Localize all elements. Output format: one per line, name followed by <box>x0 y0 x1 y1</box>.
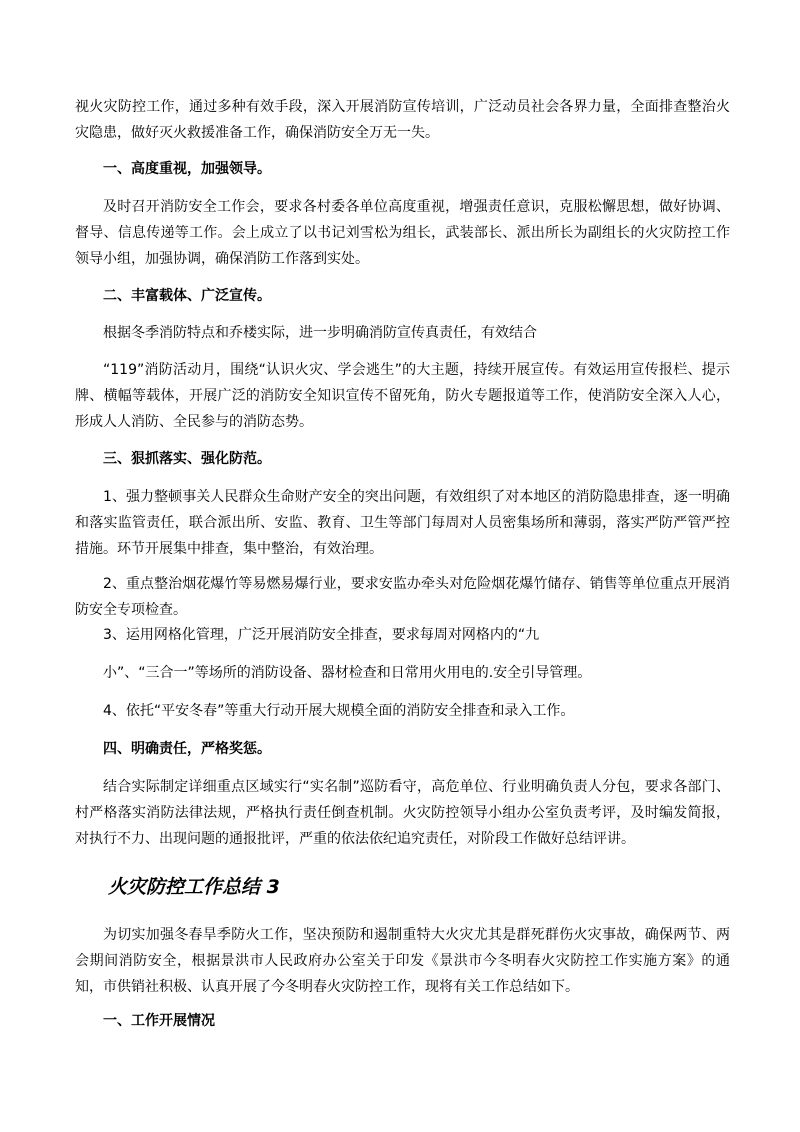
heading-5: 一、工作开展情况 <box>103 1013 215 1029</box>
heading-2: 二、丰富载体、广泛宣传。 <box>103 288 271 304</box>
paragraph-meeting: 及时召开消防安全工作会，要求各村委各单位高度重视，增强责任意识，克服松懈思想，做好协调、督导、信息传递等工作。会上成立了以书记刘雪松为组长，武装部长、派出所长为副组长的火灾防控工作领导小组，加强协调，确保消防工作落到实处。 <box>75 199 730 267</box>
paragraph-119: “119”消防活动月，围绕“认识火灾、学会逃生”的大主题，持续开展宣传。有效运用宣传报栏、提示牌、横幅等载体，开展广泛的消防安全知识宣传不留死角，防火专题报道等工作，使消防安全深入人心，形成人人消防、全民参与的消防态势。 <box>75 362 730 430</box>
heading-4: 四、明确责任，严格奖惩。 <box>103 741 271 757</box>
paragraph-item-3-cont: 小”、“三合一”等场所的消防设备、器材检查和日常用火用电的.安全引导管理。 <box>103 665 592 681</box>
paragraph-responsibility: 结合实际制定详细重点区域实行“实名制”巡防看守，高危单位、行业明确负责人分包，要求各部门、村严格落实消防法律法规，严格执行责任倒查机制。火灾防控领导小组办公室负责考评，及时编发简报，对执行不力、出现问题的通报批评，严重的依法依纪追究责任，对阶段工作做好总结评讲。 <box>75 779 730 847</box>
paragraph-item-3: 3、运用网格化管理，广泛开展消防安全排查，要求每周对网格内的“九 <box>103 627 540 643</box>
paragraph-intro: 视火灾防控工作，通过多种有效手段，深入开展消防宣传培训，广泛动员社会各界力量，全面排查整治火灾隐患，做好灭火救援准备工作，确保消防安全万无一失。 <box>75 99 730 141</box>
paragraph-winter: 根据冬季消防特点和乔楼实际，进一步明确消防宣传真责任，有效结合 <box>103 325 537 341</box>
heading-1: 一、高度重视，加强领导。 <box>103 161 271 177</box>
section-title: 火灾防控工作总结 3 <box>108 876 280 898</box>
paragraph-item-4: 4、依托“平安冬春”等重大行动开展大规模全面的消防安全排查和录入工作。 <box>103 703 575 719</box>
heading-3: 三、狠抓落实、强化防范。 <box>103 451 271 467</box>
paragraph-summary: 为切实加强冬春旱季防火工作，坚决预防和遏制重特大火灾尤其是群死群伤火灾事故，确保两节、两会期间消防安全，根据景洪市人民政府办公室关于印发《景洪市今冬明春火灾防控工作实施方案》的通知，市供销社积极、认真开展了今冬明春火灾防控工作，现将有关工作总结如下。 <box>75 927 730 995</box>
paragraph-item-1: 1、强力整顿事关人民群众生命财产安全的突出问题，有效组织了对本地区的消防隐患排查，逐一明确和落实监管责任，联合派出所、安监、教育、卫生等部门每周对人员密集场所和薄弱，落实严防严管严控措施。环节开展集中排查，集中整治，有效治理。 <box>75 489 730 557</box>
paragraph-item-2: 2、重点整治烟花爆竹等易燃易爆行业，要求安监办牵头对危险烟花爆竹储存、销售等单位重点开展消防安全专项检查。 <box>75 576 730 618</box>
